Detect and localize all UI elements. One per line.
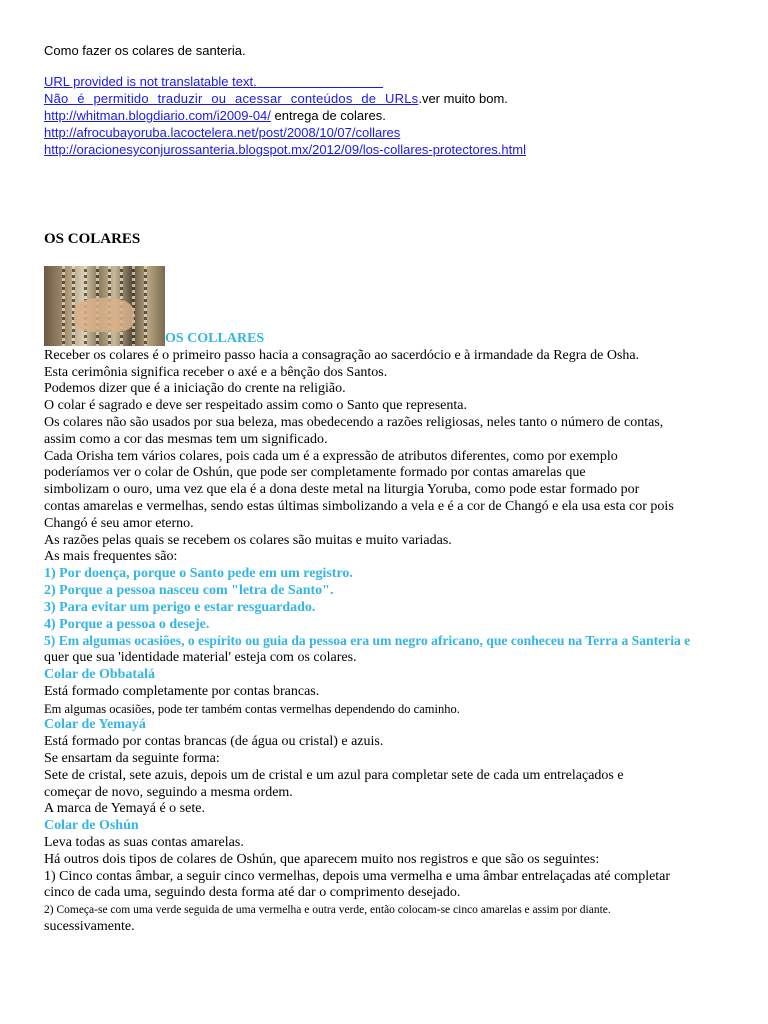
reason-4: 4) Porque a pessoa o deseje.	[44, 616, 210, 632]
obbatala-title: Colar de Obbatalá	[44, 666, 155, 682]
oshun-small-line: 2) Começa-se com uma verde seguida de uma vermelha e outra verde, então colocam-se cinco amarelas e assim por diante.	[44, 904, 611, 917]
reason-5: 5) Em algumas ocasiões, o espírito ou guia da pessoa era um negro africano, que conheceu na Terra a Santeria e	[44, 633, 691, 649]
link-line-1	[44, 73, 526, 90]
reason-5-tail: quer que sua 'identidade material' esteja com os colares.	[44, 650, 357, 666]
p1-line-10: Changó é seu amor eterno.	[44, 515, 194, 531]
intro-block	[44, 42, 526, 158]
link-4[interactable]: http://afrocubayoruba.lacoctelera.net/post/2008/10/07/collares	[44, 125, 401, 140]
reason-2: 2) Porque a pessoa nasceu com "letra de Santo".	[44, 582, 334, 598]
link-3[interactable]: http://whitman.blogdiario.com/i2009-04/	[44, 108, 271, 123]
p1-line-0: Receber os colares é o primeiro passo hacia a consagração ao sacerdócio e à irmandade da Regra de Osha.	[44, 347, 640, 363]
oshun-line-3: cinco de cada uma, seguindo desta forma até dar o comprimento desejado.	[44, 885, 461, 901]
p1-line-2: Podemos dizer que é a iniciação do crente na religião.	[44, 381, 346, 397]
link-line-3	[44, 107, 526, 124]
link-line-2	[44, 90, 526, 107]
p1-line-8: simbolizam o ouro, uma vez que ela é a dona deste metal na liturgia Yoruba, como pode estar formado por	[44, 482, 640, 498]
obbatala-line-0: Está formado completamente por contas brancas.	[44, 683, 320, 699]
p1-line-1: Esta cerimônia significa receber o axé e a bênção dos Santos.	[44, 364, 388, 380]
article-body	[44, 331, 756, 936]
reason-1: 1) Por doença, porque o Santo pede em um registro.	[44, 566, 353, 582]
oshun-line-0: Leva todas as suas contas amarelas.	[44, 834, 244, 850]
yemaya-line-2: Sete de cristal, sete azuis, depois um de cristal e um azul para completar sete de cada um entrelaçados e	[44, 767, 624, 783]
p1-line-5: assim como a cor das mesmas tem um significado.	[44, 431, 328, 447]
p1-line-11: As razões pelas quais se recebem os colares são muitas e muito variadas.	[44, 532, 452, 548]
p1-line-4: Os colares não são usados por sua beleza, mas obedecendo a razões religiosas, neles tanto o número de contas,	[44, 414, 664, 430]
oshun-title: Colar de Oshún	[44, 818, 139, 834]
collares-label: OS COLLARES	[165, 331, 265, 346]
section-heading: OS COLARES	[44, 231, 141, 247]
yemaya-line-1: Se ensartam da seguinte forma:	[44, 750, 220, 766]
oshun-line-1: Há outros dois tipos de colares de Oshún, que aparecem muito nos registros e que são os seguintes:	[44, 851, 600, 867]
link-2[interactable]: Não é permitido traduzir ou acessar conteúdos de URLs	[44, 91, 419, 106]
yemaya-line-0: Está formado por contas brancas (de água ou cristal) e azuis.	[44, 734, 384, 750]
p1-line-6: Cada Orisha tem vários colares, pois cada um é a expressão de atributos diferentes, como por exemplo	[44, 448, 618, 464]
reason-3: 3) Para evitar um perigo e estar resguardado.	[44, 599, 316, 615]
link-2-suffix: .ver muito bom.	[418, 91, 508, 106]
oshun-end: sucessivamente.	[44, 918, 135, 934]
link-1[interactable]: URL provided is not translatable text.	[44, 74, 257, 89]
link-5[interactable]: http://oracionesyconjurossanteria.blogspot.mx/2012/09/los-collares-protectores.html	[44, 142, 526, 157]
link-3-suffix: entrega de colares.	[270, 108, 386, 123]
yemaya-title: Colar de Yemayá	[44, 717, 146, 733]
link-line-5	[44, 141, 526, 158]
p1-line-7: poderíamos ver o colar de Oshún, que pode ser completamente formado por contas amarelas que	[44, 465, 586, 481]
yemaya-line-3: começar de novo, seguindo a mesma ordem.	[44, 784, 293, 800]
intro-title: Como fazer os colares de santeria.	[44, 43, 246, 58]
p1-line-3: O colar é sagrado e deve ser respeitado assim como o Santo que representa.	[44, 398, 467, 414]
oshun-line-2: 1) Cinco contas âmbar, a seguir cinco vermelhas, depois uma vermelha e uma âmbar entrelaçadas até completar	[44, 868, 671, 884]
p1-line-12: As mais frequentes são:	[44, 549, 178, 565]
link-line-4	[44, 124, 526, 141]
yemaya-line-4: A marca de Yemayá é o sete.	[44, 801, 205, 817]
p1-line-9: contas amarelas e vermelhas, sendo estas últimas simbolizando a vela e é a cor de Changó e ela usa esta cor pois	[44, 498, 674, 514]
obbatala-line-1: Em algumas ocasiões, pode ter também contas vermelhas dependendo do caminho.	[44, 701, 460, 716]
